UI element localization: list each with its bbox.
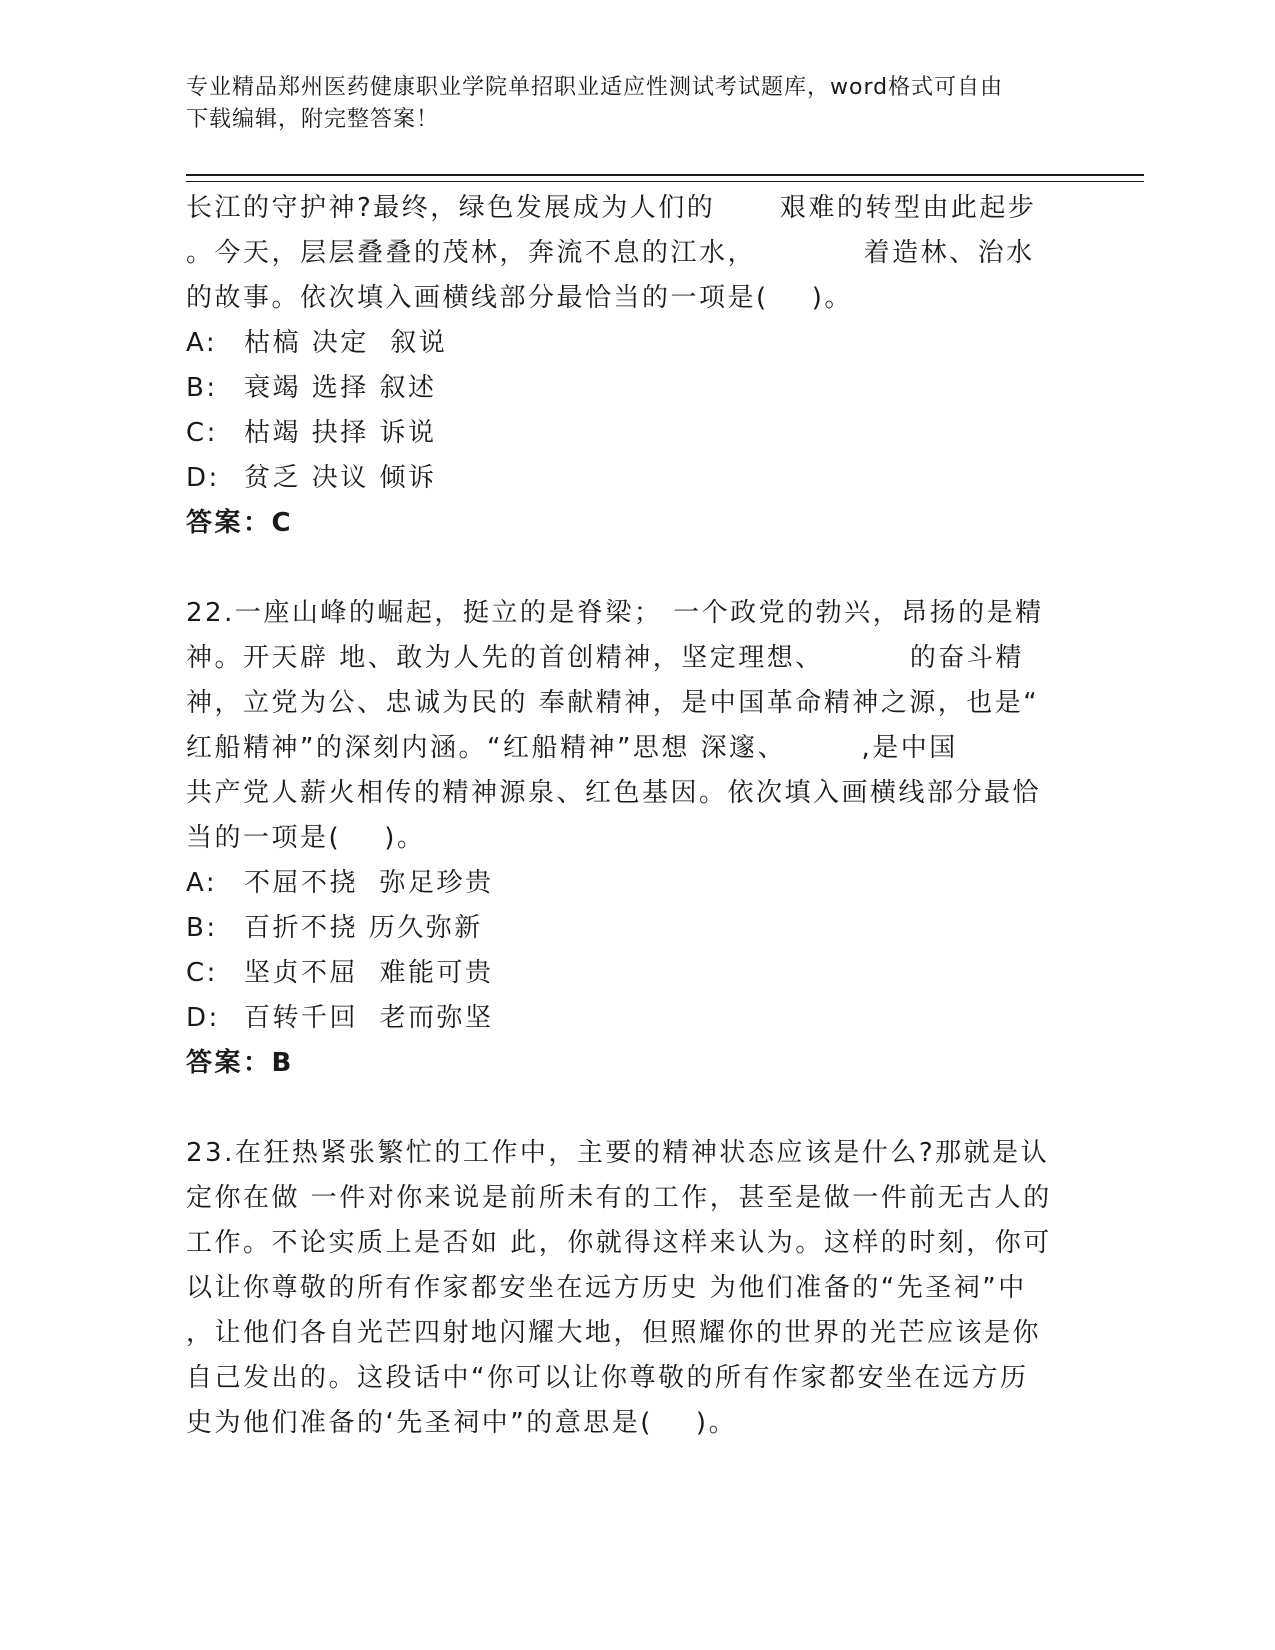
- question-text-line: 以让你尊敬的所有作家都安坐在远方历史 为他们准备的“先圣祠”中: [186, 1273, 1027, 1303]
- option-text: 枯竭 抉择 诉说: [244, 418, 437, 448]
- option-c: [186, 951, 1066, 996]
- option-letter: C:: [186, 418, 218, 448]
- option-d: [186, 996, 1066, 1041]
- question-22: [186, 591, 1066, 1086]
- question-text-line: 的故事。依次填入画横线部分最恰当的一项是( )。: [186, 283, 853, 313]
- option-letter: C:: [186, 958, 218, 988]
- answer-line: 答案：B: [186, 1048, 294, 1078]
- option-letter: D:: [186, 463, 220, 493]
- option-text: 不屈不挠 弥足珍贵: [244, 868, 494, 898]
- option-text: 衰竭 选择 叙述: [244, 373, 437, 403]
- question-text-line: 工作。不论实质上是否如 此，你就得这样来认为。这样的时刻，你可: [186, 1228, 1052, 1258]
- header-divider-thin: [186, 181, 1144, 182]
- option-letter: B:: [186, 913, 218, 943]
- question-text-line: 自己发出的。这段话中“你可以让你尊敬的所有作家都安坐在远方历: [186, 1363, 1029, 1393]
- spacer: [186, 1086, 1066, 1131]
- document-body: [186, 186, 1066, 1446]
- option-d: [186, 456, 1066, 501]
- option-text: 百折不挠 历久弥新: [244, 913, 483, 943]
- question-23: [186, 1131, 1066, 1446]
- option-letter: A:: [186, 868, 218, 898]
- question-text-line: 红船精神”的深刻内涵。“红船精神”思想 深邃、 ,是中国: [186, 733, 958, 763]
- question-text-line: 史为他们准备的‘先圣祠中”的意思是( )。: [186, 1408, 738, 1438]
- answer-line: 答案：C: [186, 508, 294, 538]
- option-b: [186, 366, 1066, 411]
- option-a: [186, 321, 1066, 366]
- option-text: 枯槁 决定 叙说: [244, 328, 448, 358]
- question-text-line: ，让他们各自光芒四射地闪耀大地，但照耀你的世界的光芒应该是你: [186, 1318, 1042, 1348]
- header-line-2: 下载编辑，附完整答案！: [186, 107, 440, 132]
- option-a: [186, 861, 1066, 906]
- question-text-line: 。今天，层层叠叠的茂林，奔流不息的江水， 着造林、治水: [186, 238, 1035, 268]
- question-21: [186, 186, 1066, 546]
- header-line-1: 专业精品郑州医药健康职业学院单招职业适应性测试考试题库，word格式可自由: [186, 75, 1004, 100]
- question-text-line: 当的一项是( )。: [186, 823, 426, 853]
- option-b: [186, 906, 1066, 951]
- option-letter: B:: [186, 373, 218, 403]
- header-divider-thick: [186, 174, 1144, 176]
- option-c: [186, 411, 1066, 456]
- option-text: 贫乏 决议 倾诉: [244, 463, 437, 493]
- question-text-line: 22.一座山峰的崛起，挺立的是脊梁； 一个政党的勃兴，昂扬的是精: [186, 598, 1044, 628]
- option-letter: A:: [186, 328, 218, 358]
- page-header: [186, 72, 1066, 136]
- spacer: [186, 546, 1066, 591]
- question-text-line: 23.在狂热紧张繁忙的工作中，主要的精神状态应该是什么?那就是认: [186, 1138, 1050, 1168]
- option-text: 坚贞不屈 难能可贵: [244, 958, 494, 988]
- question-text-line: 长江的守护神?最终，绿色发展成为人们的 艰难的转型由此起步: [186, 193, 1037, 223]
- question-text-line: 神，立党为公、忠诚为民的 奉献精神，是中国革命精神之源，也是“: [186, 688, 1040, 718]
- question-text-line: 神。开天辟 地、敢为人先的首创精神，坚定理想、 的奋斗精: [186, 643, 1024, 673]
- question-text-line: 共产党人薪火相传的精神源泉、红色基因。依次填入画横线部分最恰: [186, 778, 1042, 808]
- option-text: 百转千回 老而弥坚: [244, 1003, 494, 1033]
- question-text-line: 定你在做 一件对你来说是前所未有的工作，甚至是做一件前无古人的: [186, 1183, 1052, 1213]
- option-letter: D:: [186, 1003, 220, 1033]
